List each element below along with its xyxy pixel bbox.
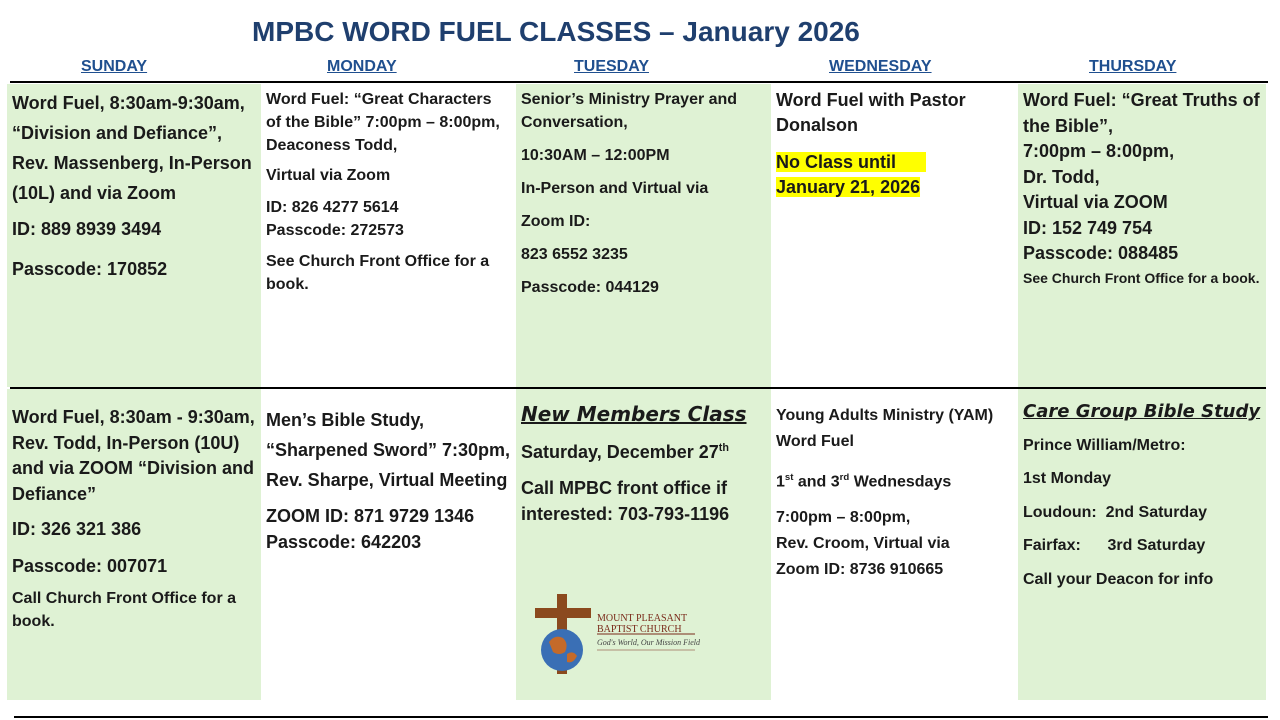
tuesday-format: In-Person and Virtual via bbox=[521, 180, 709, 197]
thursday-virtual: Virtual via ZOOM bbox=[1023, 192, 1168, 212]
monday-class-description: Word Fuel: “Great Characters of the Bible” 7:00pm – 8:00pm, Deaconess Todd, bbox=[266, 91, 500, 154]
logo-line-1: MOUNT PLEASANT bbox=[597, 613, 688, 624]
no-class-line-2: January 21, 2026 bbox=[776, 177, 921, 197]
cell-wednesday-row2 bbox=[771, 389, 1018, 700]
new-members-heading: New Members Class bbox=[521, 402, 747, 426]
no-class-line-1: No Class until bbox=[776, 152, 897, 172]
monday2-passcode: Passcode: 642203 bbox=[266, 532, 422, 552]
tuesday-passcode: Passcode: 044129 bbox=[521, 279, 659, 296]
sunday-class-description: Word Fuel, 8:30am-9:30am, “Division and Defiance”, Rev. Massenberg, In-Person (10L) and via Zoom bbox=[12, 93, 252, 203]
church-cross-globe-icon bbox=[533, 594, 703, 678]
new-members-date-suffix: th bbox=[718, 442, 729, 454]
wednesday-class-description: Word Fuel with Pastor Donalson bbox=[776, 90, 966, 135]
day-header-thursday: THURSDAY bbox=[1089, 58, 1177, 75]
care-group-loudoun: Loudoun: 2nd Saturday bbox=[1023, 503, 1207, 521]
sunday2-book-note: Call Church Front Office for a book. bbox=[12, 590, 237, 630]
thursday-passcode: Passcode: 088485 bbox=[1023, 243, 1179, 263]
cell-thursday-row2 bbox=[1018, 389, 1266, 700]
header-divider bbox=[10, 81, 1268, 83]
care-group-heading: Care Group Bible Study bbox=[1023, 401, 1261, 422]
monday-zoom-id: ID: 826 4277 5614 bbox=[266, 199, 399, 216]
tuesday-zoom-label: Zoom ID: bbox=[521, 213, 591, 230]
logo-tagline: God's World, Our Mission Field bbox=[597, 638, 700, 647]
thursday-zoom-id: ID: 152 749 754 bbox=[1023, 217, 1153, 238]
monday2-class-description: Men’s Bible Study, “Sharpened Sword” 7:30pm, Rev. Sharpe, Virtual Meeting bbox=[266, 410, 511, 490]
yam-zoom-id: Zoom ID: 8736 910665 bbox=[776, 561, 944, 579]
cell-sunday-row1 bbox=[7, 84, 261, 387]
thursday-book-note: See Church Front Office for a book. bbox=[1023, 269, 1260, 286]
thursday-teacher: Dr. Todd, bbox=[1023, 166, 1100, 187]
yam-class-description: Young Adults Ministry (YAM) Word Fuel bbox=[776, 407, 994, 450]
new-members-contact: Call MPBC front office if interested: 703-793-1196 bbox=[521, 478, 730, 524]
monday-virtual: Virtual via Zoom bbox=[266, 167, 391, 184]
day-header-tuesday: TUESDAY bbox=[574, 58, 649, 75]
cell-wednesday-row1 bbox=[771, 84, 1018, 387]
sunday2-zoom-id: ID: 326 321 386 bbox=[12, 519, 142, 539]
sunday2-passcode: Passcode: 007071 bbox=[12, 555, 168, 576]
monday2-zoom-id: ZOOM ID: 871 9729 1346 bbox=[266, 506, 475, 526]
sunday-zoom-id: ID: 889 8939 3494 bbox=[12, 219, 162, 239]
thursday-class-description: Word Fuel: “Great Truths of the Bible”, bbox=[1023, 90, 1260, 136]
yam-schedule: 1st and 3rd Wednesdays bbox=[776, 472, 952, 491]
care-group-fairfax: Fairfax: 3rd Saturday bbox=[1023, 537, 1206, 554]
logo-line-2: BAPTIST CHURCH bbox=[597, 624, 682, 635]
day-header-monday: MONDAY bbox=[327, 58, 397, 75]
sunday2-class-description: Word Fuel, 8:30am - 9:30am, Rev. Todd, In-Person (10U) and via ZOOM “Division and Defiance” bbox=[12, 407, 255, 504]
wednesday-no-class-notice bbox=[776, 150, 1013, 200]
cell-monday-row2 bbox=[261, 389, 516, 700]
page-title: MPBC WORD FUEL CLASSES – January 2026 bbox=[252, 16, 860, 47]
sunday-passcode: Passcode: 170852 bbox=[12, 259, 168, 279]
logo-name bbox=[597, 613, 687, 635]
monday-passcode: Passcode: 272573 bbox=[266, 222, 404, 239]
new-members-date bbox=[521, 435, 766, 465]
cell-sunday-row2 bbox=[7, 389, 261, 700]
bottom-divider bbox=[14, 716, 1268, 718]
care-group-deacon-note: Call your Deacon for info bbox=[1023, 570, 1214, 588]
thursday-time: 7:00pm – 8:00pm, bbox=[1023, 141, 1175, 161]
tuesday-class-description: Senior’s Ministry Prayer and Conversation, bbox=[521, 91, 738, 131]
cell-monday-row1 bbox=[261, 84, 516, 387]
new-members-date-text: Saturday, December 27 bbox=[521, 442, 719, 462]
care-group-prince-william: Prince William/Metro: bbox=[1023, 436, 1186, 454]
tuesday-zoom-id: 823 6552 3235 bbox=[521, 246, 628, 263]
tuesday-time: 10:30AM – 12:00PM bbox=[521, 147, 670, 164]
yam-format: Rev. Croom, Virtual via bbox=[776, 535, 950, 553]
cell-tuesday-row1 bbox=[516, 84, 771, 387]
care-group-first-monday: 1st Monday bbox=[1023, 470, 1112, 487]
day-header-wednesday: WEDNESDAY bbox=[829, 58, 932, 75]
day-header-sunday: SUNDAY bbox=[81, 58, 148, 75]
monday-book-note: See Church Front Office for a book. bbox=[266, 253, 490, 293]
cell-thursday-row1 bbox=[1018, 84, 1266, 387]
yam-time: 7:00pm – 8:00pm, bbox=[776, 509, 911, 527]
